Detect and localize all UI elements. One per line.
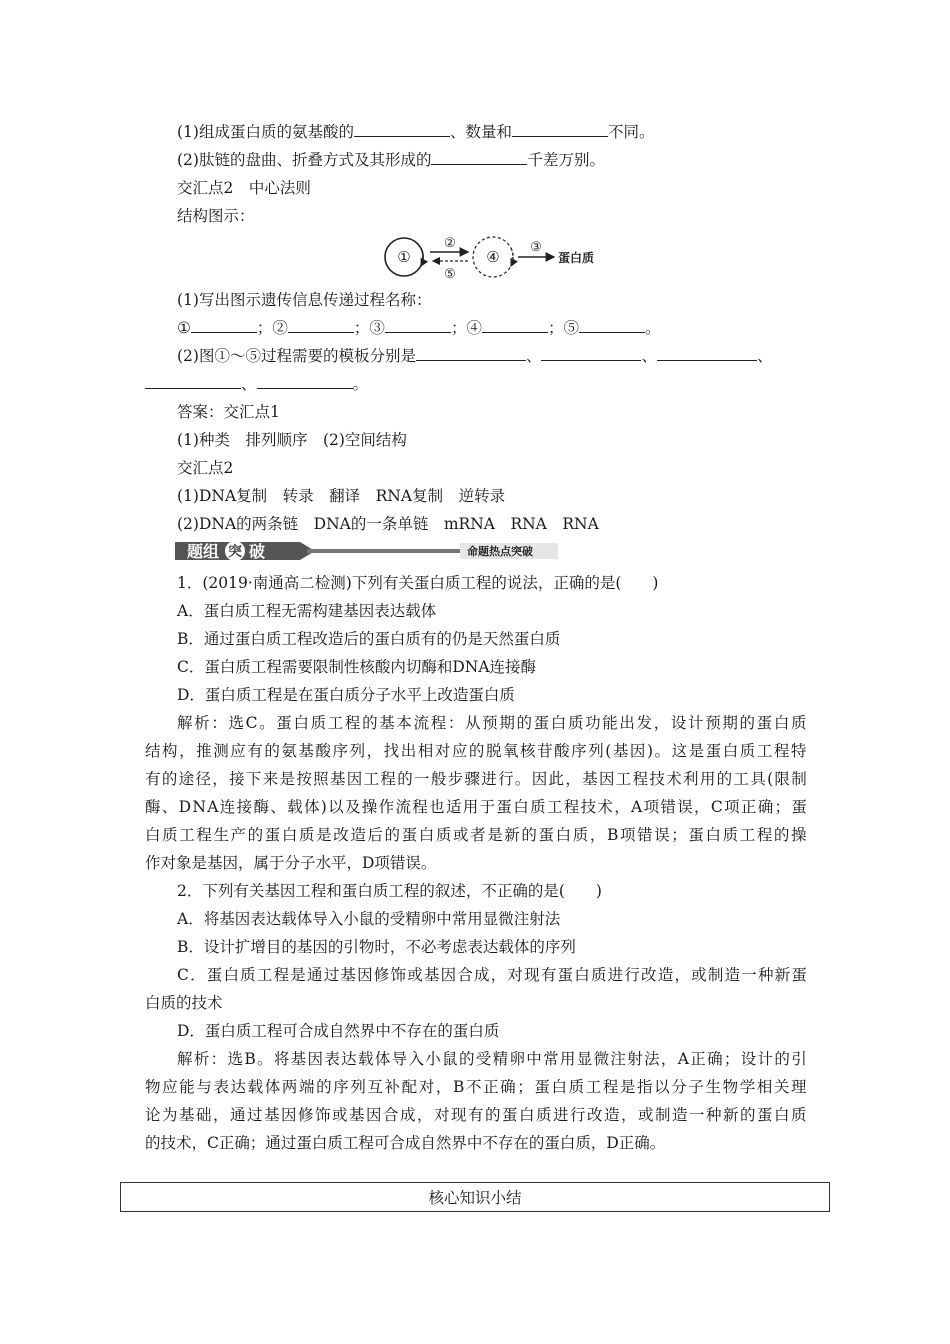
question-1-stem: 1．(2019·南通高二检测)下列有关蛋白质工程的说法，正确的是( ) bbox=[177, 574, 659, 592]
banner-title-a: 题组 bbox=[187, 542, 220, 561]
answer-line: (1)种类 排列顺序 (2)空间结构 bbox=[177, 431, 407, 449]
question-templates: (2)图①～⑤过程需要的模板分别是 、 、 、 bbox=[177, 347, 773, 365]
explanation-line: 白 质 工 程 生 产 的 蛋 白 质 是 改 造 后 的 蛋 白 质 或 者 是 新 的 蛋 白 质 ， B 项 错 误 ； 蛋 白 质 工 程 的 操 bbox=[145, 826, 807, 844]
question-2-option-c: C ． 蛋 白 质 工 程 是 通 过 基 因 修 饰 或 基 因 合 成 ， 对 现 有 蛋 白 质 进 行 改 造 ， 或 制 造 一 种 新 蛋 bbox=[177, 966, 807, 984]
label-3: ③ bbox=[530, 240, 542, 255]
structure-label: 结构图示： bbox=[177, 207, 255, 225]
explanation-line: 酶 、 D N A 连 接 酶 、 载 体 ) 以 及 操 作 流 程 也 适 用 于 蛋 白 质 工 程 技 术 ， A 项 错 误 ， C 项 正 确 ； 蛋 bbox=[145, 798, 807, 816]
question-1-option-a: A．蛋白质工程无需构建基因表达载体 bbox=[177, 602, 437, 620]
answer-blank[interactable] bbox=[579, 318, 645, 333]
question-2-option-c-cont: 白质的技术 bbox=[145, 994, 223, 1012]
explanation-line: 解 析 ： 选 C 。 蛋 白 质 工 程 的 基 本 流 程 ： 从 预 期 的 蛋 白 质 功 能 出 发 ， 设 计 预 期 的 蛋 白 质 bbox=[177, 714, 807, 732]
question-2-option-b: B．设计扩增目的基因的引物时，不必考虑表达载体的序列 bbox=[177, 938, 576, 956]
central-dogma-diagram bbox=[380, 232, 610, 284]
question-1-option-b: B．通过蛋白质工程改造后的蛋白质有的仍是天然蛋白质 bbox=[177, 630, 561, 648]
answer-blank[interactable] bbox=[288, 318, 354, 333]
summary-title: 核心知识小结 bbox=[428, 1189, 522, 1207]
answer-blank[interactable] bbox=[431, 150, 527, 165]
summary-box bbox=[120, 1182, 830, 1212]
question-1-option-d: D．蛋白质工程是在蛋白质分子水平上改造蛋白质 bbox=[177, 686, 515, 704]
question-names: (1)写出图示遗传信息传递过程名称： bbox=[177, 291, 432, 309]
banner-title-b: 突 bbox=[228, 544, 242, 560]
explanation-line: 解 析 ： 选 B 。 将 基 因 表 达 载 体 导 入 小 鼠 的 受 精 卵 中 常 用 显 微 注 射 法 ， A 正 确 ； 设 计 的 引 bbox=[177, 1050, 807, 1068]
explanation-line: 有 的 途 径 ， 接 下 来 是 按 照 基 因 工 程 的 一 般 步 骤 进 行 。 因 此 ， 基 因 工 程 技 术 利 用 的 工 具 ( 限 制 bbox=[145, 770, 807, 788]
explanation-line: 作对象是基因，属于分子水平，D项错误。 bbox=[145, 854, 437, 872]
question-1-option-c: C．蛋白质工程需要限制性核酸内切酶和DNA连接酶 bbox=[177, 658, 537, 676]
banner-title-c: 破 bbox=[249, 542, 266, 561]
names-blanks-row: ① ；② ；③ ；④ ；⑤ 。 bbox=[177, 319, 661, 337]
answer-line: (1)DNA复制 转录 翻译 RNA复制 逆转录 bbox=[177, 487, 506, 505]
fill-question-1-2: (2)肽链的盘曲、折叠方式及其形成的 千差万别。 bbox=[177, 151, 605, 169]
answer-blank[interactable] bbox=[354, 122, 450, 137]
section-banner bbox=[175, 540, 558, 562]
protein-label: 蛋白质 bbox=[558, 251, 595, 265]
answer-blank[interactable] bbox=[512, 122, 608, 137]
question-templates-cont: 、 。 bbox=[145, 374, 368, 394]
answers-heading: 答案：交汇点1 bbox=[177, 403, 280, 421]
banner-subtitle: 命题热点突破 bbox=[467, 545, 533, 558]
label-2: ② bbox=[444, 236, 456, 251]
answer-blank[interactable] bbox=[482, 318, 548, 333]
explanation-line: 论 为 基 础 ， 通 过 基 因 修 饰 或 基 因 合 成 ， 对 现 有 的 蛋 白 质 进 行 改 造 ， 或 制 造 一 种 新 的 蛋 白 质 bbox=[145, 1106, 807, 1124]
question-2-option-a: A．将基因表达载体导入小鼠的受精卵中常用显微注射法 bbox=[177, 910, 561, 928]
question-2-stem: 2．下列有关基因工程和蛋白质工程的叙述，不正确的是( ) bbox=[177, 882, 602, 900]
label-4: ④ bbox=[486, 248, 500, 266]
answer-blank[interactable] bbox=[385, 318, 451, 333]
answer-blank[interactable] bbox=[257, 374, 353, 389]
label-5: ⑤ bbox=[444, 267, 456, 282]
answer-subheading: 交汇点2 bbox=[177, 459, 234, 477]
section-heading: 交汇点2 中心法则 bbox=[177, 179, 311, 197]
label-1: ① bbox=[397, 248, 411, 266]
explanation-line: 结 构 ， 推 测 应 有 的 氨 基 酸 序 列 ， 找 出 相 对 应 的 脱 氧 核 苷 酸 序 列 ( 基 因 ) 。 这 是 蛋 白 质 工 程 特 bbox=[145, 742, 807, 760]
fill-question-1-1: (1)组成蛋白质的氨基酸的 、数量和 不同。 bbox=[177, 123, 655, 141]
answer-blank[interactable] bbox=[191, 318, 257, 333]
answer-blank[interactable] bbox=[541, 346, 641, 361]
explanation-line: 的技术，C正确；通过蛋白质工程可合成自然界中不存在的蛋白质，D正确。 bbox=[145, 1134, 666, 1152]
answer-line: (2)DNA的两条链 DNA的一条单链 mRNA RNA RNA bbox=[177, 515, 599, 533]
answer-blank[interactable] bbox=[416, 346, 526, 361]
answer-blank[interactable] bbox=[145, 374, 241, 389]
explanation-line: 物 应 能 与 表 达 载 体 两 端 的 序 列 互 补 配 对 ， B 不 正 确 ； 蛋 白 质 工 程 是 指 以 分 子 生 物 学 相 关 理 bbox=[145, 1078, 807, 1096]
question-2-option-d: D．蛋白质工程可合成自然界中不存在的蛋白质 bbox=[177, 1022, 500, 1040]
answer-blank[interactable] bbox=[657, 346, 757, 361]
